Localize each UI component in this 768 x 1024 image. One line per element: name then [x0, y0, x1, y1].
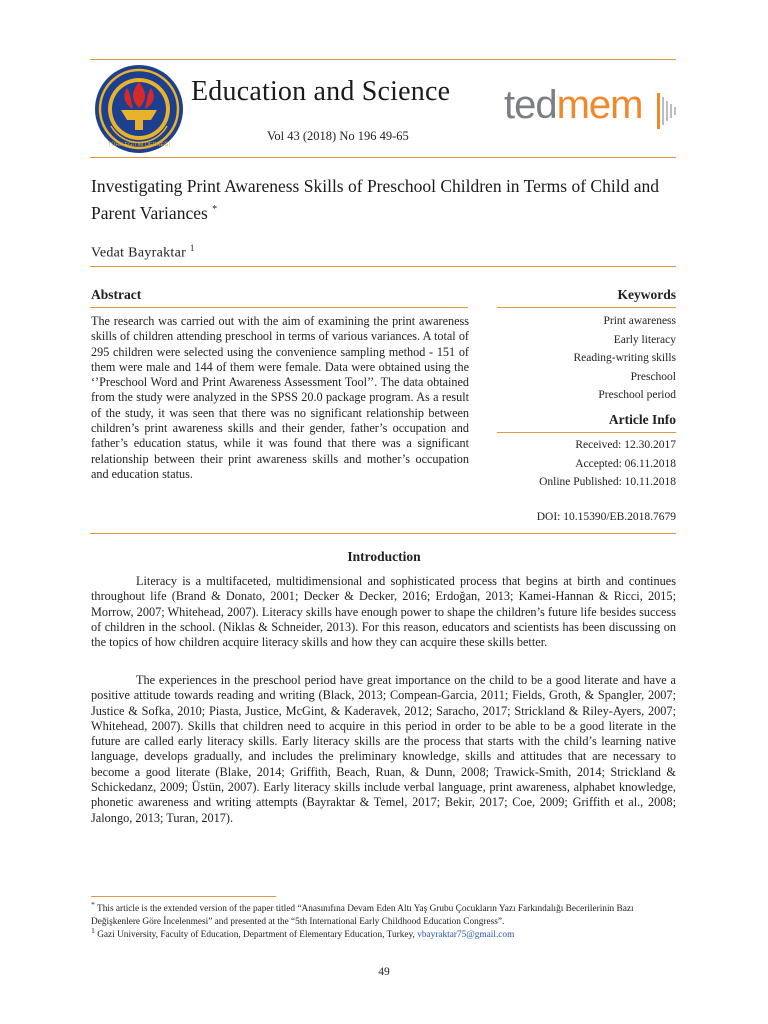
journal-title: Education and Science — [191, 76, 451, 107]
footnote-1 — [91, 899, 681, 928]
keyword-item: Preschool period — [598, 389, 676, 401]
article-info-rule — [497, 432, 676, 433]
page-number: 49 — [378, 966, 390, 978]
footnote-2 — [91, 925, 681, 942]
article-title-text: Investigating Print Awareness Skills of Preschool Children in Terms of Child and Parent Variances — [91, 176, 659, 223]
introduction-paragraph: The experiences in the preschool period have great importance on the child to be a good literate and have a positive attitude towards reading and writing (Black, 2013; Compean-Garcia, 2011; Fields, Groth, & Spangler, 2007; Justice & Sofka, 2010; Piasta, Justice, McGint, & Kaderavek, 2012; Saracho, 2017; Strickland & Riley-Ayers, 2007; Whitehead, 2007). Skills that children need to acquire in this period in order to be able to be a good literate in the future are called early literacy skills. Early literacy skills are the process that starts with the child’s learning native language, develops gradually, and includes the preliminary knowledge, skills and attitudes that are necessary to become a good literate (Blake, 2014; Griffith, Beach, Ruan, & Dunn, 2008; Trawick-Smith, 2014; Strickland & Schickedanz, 2009; Üstün, 2007). Early literacy skills include verbal language, print awareness, alphabet knowledge, phonetic awareness and writing attempts (Bayraktar & Temel, 2017; Bekir, 2017; Coe, 2009; Griffith et al., 2008; Jalongo, 2013; Turan, 2017). — [91, 673, 676, 825]
tedmem-logo — [504, 83, 643, 128]
abstract-bottom-rule — [90, 533, 676, 534]
keyword-item: Early literacy — [613, 333, 676, 346]
footnote-2-mark: 1 — [91, 926, 95, 935]
header-bottom-rule — [90, 157, 676, 158]
tedmem-logo-mem: mem — [556, 83, 643, 127]
keywords-rule — [497, 307, 676, 308]
article-info-list — [476, 436, 676, 492]
doi: DOI: 10.15390/EB.2018.7679 — [536, 511, 676, 523]
keyword-item: Reading-writing skills — [573, 352, 676, 364]
article-info-item: Received: 12.30.2017 — [575, 439, 676, 451]
tedmem-bars-icon — [656, 93, 680, 129]
author-rule — [90, 266, 676, 267]
header-top-rule — [90, 59, 676, 60]
author-affiliation-mark: 1 — [189, 243, 195, 253]
article-info-heading: Article Info — [608, 412, 676, 427]
introduction-paragraph: Literacy is a multifaceted, multidimensional and sophisticated process that begins at birth and continues throughout life (Brand & Donato, 2001; Decker & Decker, 2016; Erdoğan, 2013; Kamei-Hannan & Ricci, 2015; Morrow, 2007; Whitehead, 2007). Literacy skills have enough power to shape the children’s future life besides success of children in the school. (Niklas & Schneider, 2013). For this reason, educators and scientists has been discussing on the topics of how children acquire literacy skills and how they can acquire these skills better. — [91, 574, 676, 650]
author-line — [91, 243, 195, 262]
article-info-item: Online Published: 10.11.2018 — [539, 476, 676, 488]
author-email-link[interactable]: vbayraktar75@gmail.com — [417, 930, 515, 941]
footnote-1-text: This article is the extended version of the paper titled “Anasınıfına Devam Eden Altı Yaş Grubu Çocukların Yazı Farkındalığı Becerilerinin Bazı Değişkenlere Göre İncelenmesi” and presented at the “5th International Early Childhood Education Congress”. — [91, 904, 634, 927]
footnote-1-mark: * — [91, 900, 95, 909]
keyword-item: Print awareness — [603, 315, 676, 327]
volume-line: Vol 43 (2018) No 196 49-65 — [267, 129, 409, 143]
abstract-rule — [90, 307, 468, 308]
author-name: Vedat Bayraktar — [91, 245, 187, 261]
tedmem-logo-ted: ted — [504, 83, 557, 127]
footnote-rule — [91, 896, 276, 897]
keywords-list — [476, 312, 676, 405]
title-footnote-mark: * — [212, 204, 218, 215]
keyword-item: Preschool — [630, 370, 676, 383]
footnote-2-text: Gazi University, Faculty of Education, Department of Elementary Education, Turkey, — [97, 930, 415, 941]
ted-society-logo — [91, 64, 187, 154]
abstract-heading: Abstract — [91, 287, 142, 302]
article-info-item: Accepted: 06.11.2018 — [575, 457, 676, 470]
logo-text: TÜRK EĞİTİM DERNEĞİ — [107, 142, 171, 148]
abstract-text: The research was carried out with the aim of examining the print awareness skills of children attending preschool in terms of various variances. A total of 295 children were selected using the convenience sampling method - 151 of them were male and 144 of them were female. Data were obtained using the ‘’Preschool Word and Print Awareness Assessment Tool’’. The data obtained from the study were analyzed in the SPSS 20.0 package program. As a result of the study, it was seen that there was no significant relationship between children’s print awareness skills and their gender, father’s occupation and father’s education status, while it was found that there was a significant relationship between their print awareness skills and mother’s occupation and education status. — [91, 314, 469, 481]
keywords-heading: Keywords — [617, 287, 676, 302]
article-title — [91, 175, 671, 225]
introduction-heading: Introduction — [347, 549, 421, 564]
